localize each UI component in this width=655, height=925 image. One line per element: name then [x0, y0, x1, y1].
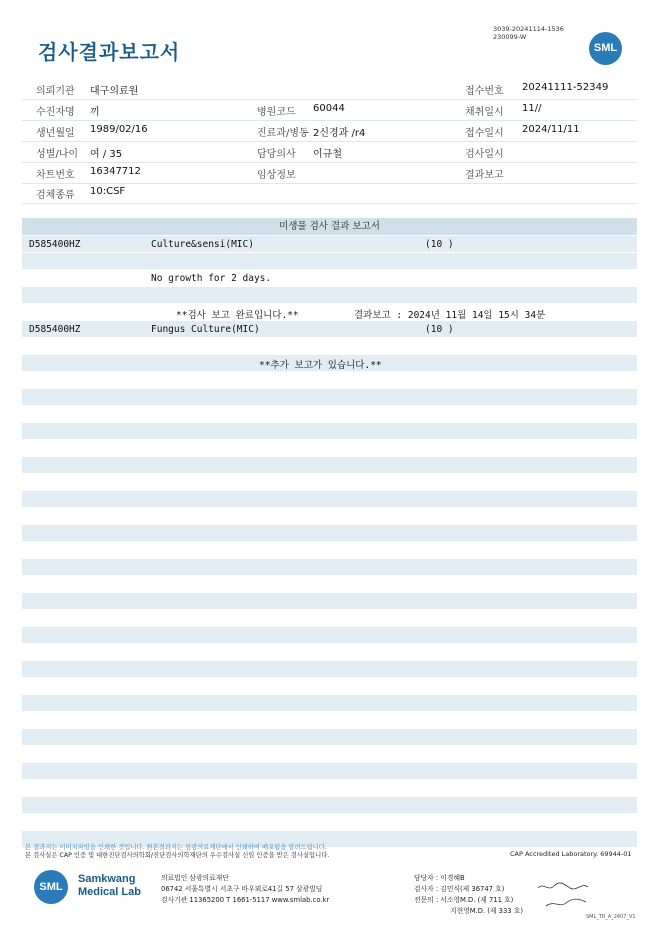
value-department: 2신경과 /r4 — [313, 128, 366, 139]
value-birth-date: 1989/02/16 — [90, 124, 148, 135]
row-stripe — [22, 763, 637, 779]
row-stripe — [22, 695, 637, 711]
test-code-2: D585400HZ — [29, 324, 81, 335]
signature-icon — [536, 878, 596, 912]
label-receipt-date: 접수일시 — [465, 128, 504, 139]
section-title: 미생물 검사 결과 보고서 — [22, 218, 637, 235]
info-row — [22, 100, 637, 121]
row-stripe — [22, 729, 637, 745]
row-stripe — [22, 559, 637, 575]
page-title: 검사결과보고서 — [38, 40, 181, 64]
accreditation-notice: 본 검사실은 CAP 인증 및 대한진단검사의학회/진단검사의학재단의 우수검사실 신임 인증을 받은 검사실입니다. — [25, 852, 330, 859]
info-row — [22, 163, 637, 184]
sml-logo: SML — [589, 32, 622, 65]
staff-in-charge: 담당자 : 이경혜B — [414, 874, 465, 882]
row-stripe — [22, 661, 637, 677]
staff-specialist-1: 전문의 : 서소영M.D. (제 711 호) — [414, 896, 514, 904]
sml-footer-logo: SML — [34, 870, 68, 904]
label-chart-no: 차트번호 — [36, 170, 75, 181]
test-specimen-2: (10 ) — [425, 324, 454, 335]
label-receipt-no: 접수번호 — [465, 86, 504, 97]
info-row — [22, 142, 637, 163]
label-collection-date: 채취일시 — [465, 107, 504, 118]
document-id — [493, 25, 564, 41]
row-stripe — [22, 423, 637, 439]
value-sex-age: 여 / 35 — [90, 149, 123, 160]
staff-tester: 검사자 : 김민식(제 36747 호) — [414, 885, 505, 893]
test-code-1: D585400HZ — [29, 239, 81, 250]
label-doctor: 담당의사 — [257, 149, 296, 160]
label-hospital-code: 병원코드 — [257, 107, 296, 118]
info-row — [22, 79, 637, 100]
document-id-line2: 230099-W — [493, 33, 527, 41]
brand-name-line1: Samkwang — [78, 873, 136, 885]
value-specimen: 10:CSF — [90, 186, 126, 197]
cap-accreditation: CAP Accredited Laboratory. 69944-01 — [510, 850, 632, 858]
image-print-notice: 본 결과지는 이미지파일을 인쇄한 것입니다. 원본결과지는 삼광의료재단에서 인쇄하여 배포됨을 알려드립니다. — [25, 844, 327, 851]
row-stripe — [22, 525, 637, 541]
info-row — [22, 183, 637, 204]
value-hospital-code: 60044 — [313, 103, 345, 114]
value-receipt-no: 20241111-52349 — [522, 82, 609, 93]
row-stripe — [22, 491, 637, 507]
row-stripe — [22, 627, 637, 643]
value-patient-name: 끼 — [90, 107, 100, 118]
document-id-line1: 3039-20241114-1536 — [493, 25, 564, 33]
label-birth-date: 생년월일 — [36, 128, 75, 139]
value-collection-date: 11// — [522, 103, 542, 114]
label-institution: 의뢰기관 — [36, 86, 75, 97]
org-address: 06742 서울특별시 서초구 바우뫼로41길 57 삼광빌딩 — [161, 885, 323, 893]
info-row — [22, 121, 637, 142]
form-code: SML_TR_A_2407_V1 — [586, 914, 636, 920]
label-patient-name: 수진자명 — [36, 107, 75, 118]
label-clinical-info: 임상정보 — [257, 170, 296, 181]
value-institution: 대구의료원 — [90, 86, 139, 97]
row-stripe — [22, 457, 637, 473]
result-note-1: No growth for 2 days. — [151, 273, 272, 284]
row-stripe — [22, 797, 637, 813]
report-complete-text: **검사 보고 완료입니다.** — [176, 310, 299, 321]
row-stripe — [22, 321, 637, 337]
label-sex-age: 성별/나이 — [36, 149, 79, 160]
additional-report-note: **추가 보고가 있습니다.** — [259, 360, 382, 371]
row-stripe — [22, 287, 637, 303]
label-specimen: 검체종류 — [36, 190, 75, 201]
brand-name-line2: Medical Lab — [78, 886, 141, 898]
value-doctor: 이규철 — [313, 149, 342, 160]
label-test-date: 검사일시 — [465, 149, 504, 160]
org-contact: 검사기관 11365200 T 1661-5117 www.smlab.co.kr — [161, 896, 330, 904]
test-specimen-1: (10 ) — [425, 239, 454, 250]
org-name: 의료법인 삼광의료재단 — [161, 874, 229, 882]
label-department: 진료과/병동 — [257, 128, 309, 139]
staff-specialist-2: 지현영M.D. (제 333 호) — [450, 907, 524, 915]
row-stripe — [22, 253, 637, 269]
row-stripe — [22, 389, 637, 405]
row-stripe — [22, 236, 637, 252]
value-chart-no: 16347712 — [90, 166, 141, 177]
label-result-report: 결과보고 — [465, 170, 504, 181]
report-time: 결과보고 : 2024년 11월 14일 15시 34분 — [354, 310, 546, 321]
value-receipt-date: 2024/11/11 — [522, 124, 580, 135]
test-name-2: Fungus Culture(MIC) — [151, 324, 260, 335]
brand-name — [78, 873, 141, 899]
row-stripe — [22, 593, 637, 609]
test-name-1: Culture&sensi(MIC) — [151, 239, 254, 250]
